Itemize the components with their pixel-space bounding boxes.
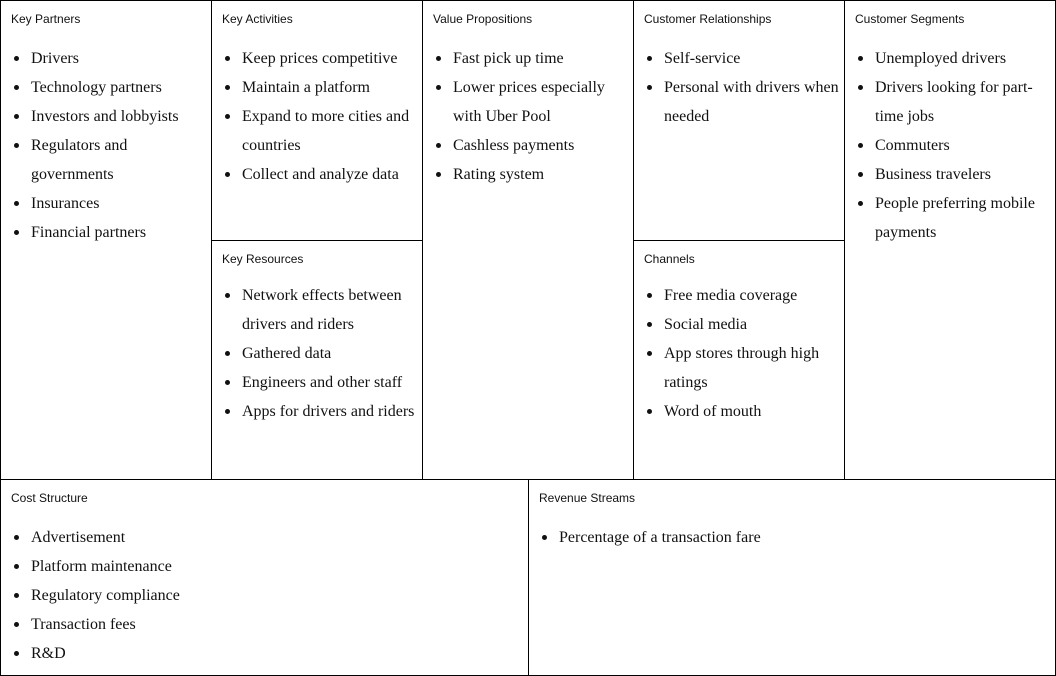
list-item: Regulators and governments xyxy=(31,131,209,189)
list-item: Collect and analyze data xyxy=(242,160,420,189)
customer-segments-block xyxy=(844,0,1056,480)
list-item: Drivers looking for part-time jobs xyxy=(875,73,1053,131)
list-item: Platform maintenance xyxy=(31,552,526,581)
list-item: Fast pick up time xyxy=(453,44,631,73)
list-item: Apps for drivers and riders xyxy=(242,397,420,426)
list-item: Lower prices especially with Uber Pool xyxy=(453,73,631,131)
customer-relationships-block xyxy=(633,0,845,241)
key-activities-block xyxy=(211,0,423,241)
customer-relationships-title: Customer Relationships xyxy=(644,12,772,26)
list-item: Unemployed drivers xyxy=(875,44,1053,73)
customer-segments-list xyxy=(875,44,1053,247)
cost-structure-block xyxy=(0,479,529,676)
key-resources-block xyxy=(211,240,423,480)
list-item: Expand to more cities and countries xyxy=(242,102,420,160)
list-item: Maintain a platform xyxy=(242,73,420,102)
list-item: People preferring mobile payments xyxy=(875,189,1053,247)
key-resources-title: Key Resources xyxy=(222,252,304,266)
list-item: Word of mouth xyxy=(664,397,842,426)
revenue-streams-title: Revenue Streams xyxy=(539,491,636,505)
list-item: Engineers and other staff xyxy=(242,368,420,397)
list-item: Rating system xyxy=(453,160,631,189)
key-partners-block xyxy=(0,0,212,480)
list-item: Technology partners xyxy=(31,73,209,102)
customer-segments-title: Customer Segments xyxy=(855,12,965,26)
list-item: Personal with drivers when needed xyxy=(664,73,842,131)
list-item: Business travelers xyxy=(875,160,1053,189)
key-resources-list xyxy=(242,281,420,426)
key-partners-title: Key Partners xyxy=(11,12,81,26)
list-item: Regulatory compliance xyxy=(31,581,526,610)
channels-block xyxy=(633,240,845,480)
cost-structure-title: Cost Structure xyxy=(11,491,88,505)
list-item: Transaction fees xyxy=(31,610,526,639)
list-item: Insurances xyxy=(31,189,209,218)
channels-list xyxy=(664,281,842,426)
list-item: Drivers xyxy=(31,44,209,73)
value-propositions-title: Value Propositions xyxy=(433,12,533,26)
value-propositions-list xyxy=(453,44,631,189)
value-propositions-block xyxy=(422,0,634,480)
list-item: Financial partners xyxy=(31,218,209,247)
customer-relationships-list xyxy=(664,44,842,131)
cost-structure-list xyxy=(31,523,526,668)
list-item: Gathered data xyxy=(242,339,420,368)
list-item: App stores through high ratings xyxy=(664,339,842,397)
key-activities-title: Key Activities xyxy=(222,12,293,26)
list-item: R&D xyxy=(31,639,526,668)
list-item: Investors and lobbyists xyxy=(31,102,209,131)
list-item: Free media coverage xyxy=(664,281,842,310)
revenue-streams-list xyxy=(559,523,1053,552)
key-partners-list xyxy=(31,44,209,247)
list-item: Social media xyxy=(664,310,842,339)
revenue-streams-block xyxy=(528,479,1056,676)
list-item: Percentage of a transaction fare xyxy=(559,523,1053,552)
list-item: Keep prices competitive xyxy=(242,44,420,73)
list-item: Commuters xyxy=(875,131,1053,160)
list-item: Advertisement xyxy=(31,523,526,552)
channels-title: Channels xyxy=(644,252,695,266)
key-activities-list xyxy=(242,44,420,189)
list-item: Network effects between drivers and riders xyxy=(242,281,420,339)
list-item: Cashless payments xyxy=(453,131,631,160)
list-item: Self-service xyxy=(664,44,842,73)
